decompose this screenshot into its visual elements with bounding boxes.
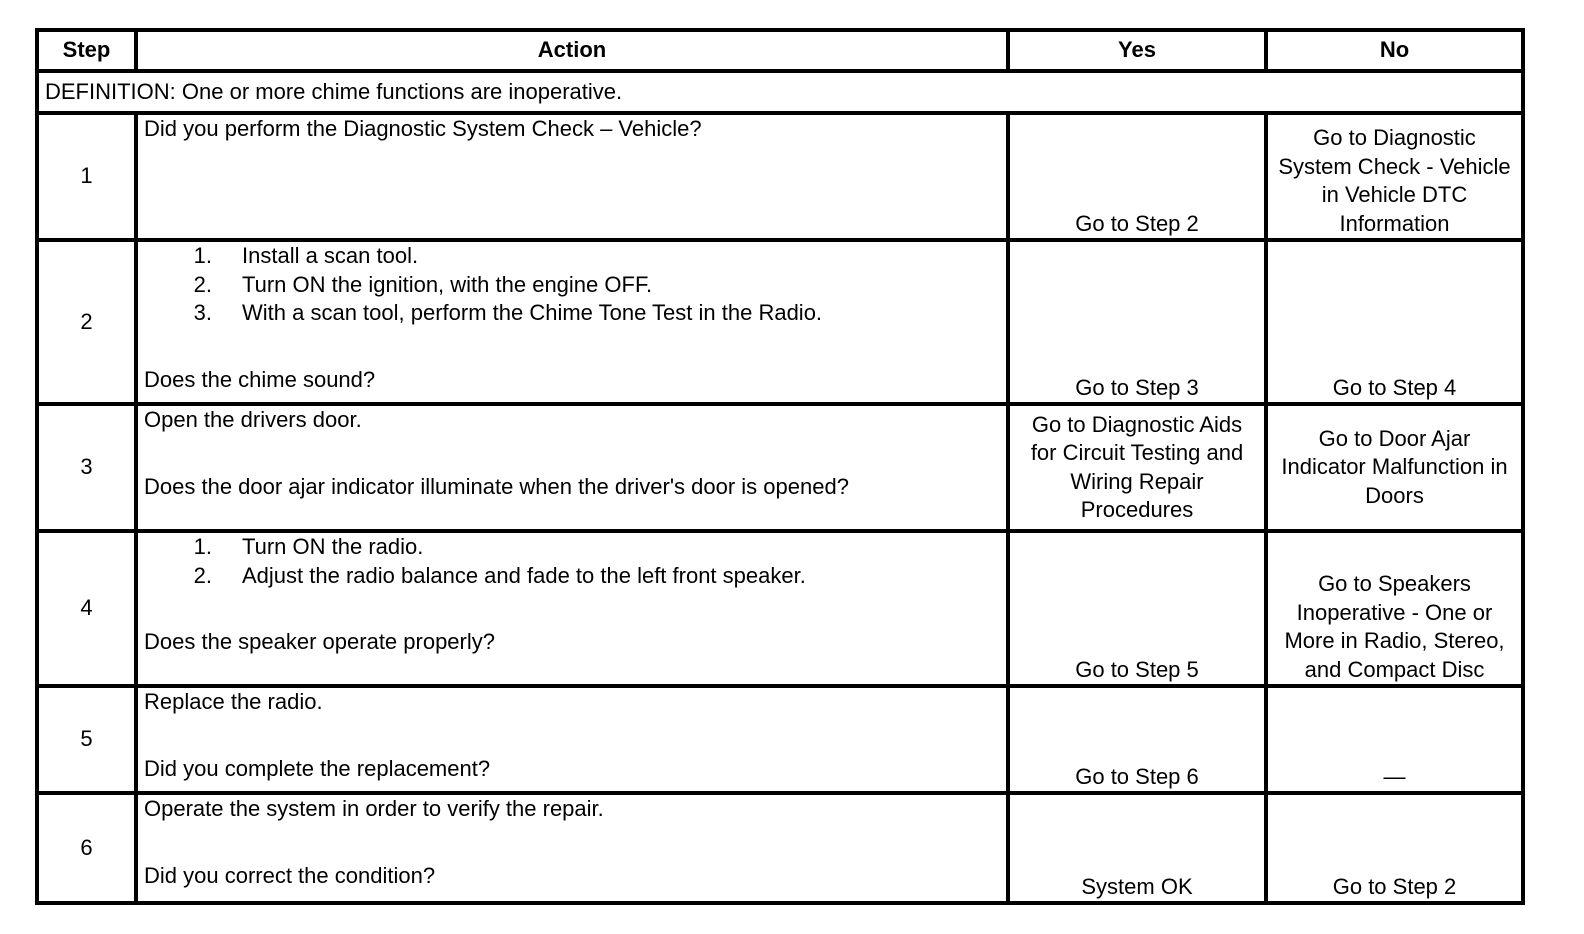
yes-cell: Go to Step 6 xyxy=(1008,686,1266,793)
action-cell xyxy=(136,404,1008,531)
action-cell xyxy=(136,113,1008,240)
header-row xyxy=(37,30,1523,71)
diagnostic-table xyxy=(35,28,1525,905)
table-row xyxy=(37,793,1523,903)
action-cell xyxy=(136,793,1008,903)
instruction-number: 1. xyxy=(193,534,212,559)
header-action: Action xyxy=(136,30,1008,71)
instruction-number: 3. xyxy=(193,300,212,325)
instruction-number: 2. xyxy=(193,271,212,297)
step-number: 5 xyxy=(37,686,136,793)
no-cell: Go to Step 2 xyxy=(1266,793,1523,903)
instruction-text: With a scan tool, perform the Chime Tone Test in the Radio. xyxy=(242,300,823,325)
action-question: Does the chime sound? xyxy=(144,366,376,392)
action-instruction: Replace the radio. xyxy=(144,689,323,714)
action-question: Does the door ajar indicator illuminate when the driver's door is opened? xyxy=(144,473,849,499)
yes-cell: Go to Step 5 xyxy=(1008,531,1266,686)
action-cell xyxy=(136,240,1008,404)
definition-row xyxy=(37,71,1523,113)
instruction-item xyxy=(144,299,1000,328)
no-cell: Go to Speakers Inoperative - One or More in Radio, Stereo, and Compact Disc xyxy=(1266,531,1523,686)
yes-cell: Go to Diagnostic Aids for Circuit Testing and Wiring Repair Procedures xyxy=(1008,404,1266,531)
instruction-list xyxy=(144,533,1000,590)
instruction-text: Install a scan tool. xyxy=(242,243,419,268)
header-no: No xyxy=(1266,30,1523,71)
instruction-item xyxy=(144,562,1000,591)
header-yes: Yes xyxy=(1008,30,1266,71)
no-cell: Go to Step 4 xyxy=(1266,240,1523,404)
no-cell: — xyxy=(1266,686,1523,793)
yes-cell: System OK xyxy=(1008,793,1266,903)
action-question: Does the speaker operate properly? xyxy=(144,629,495,654)
instruction-list xyxy=(144,242,1000,328)
action-instruction: Open the drivers door. xyxy=(144,407,362,432)
instruction-text: Adjust the radio balance and fade to the left front speaker. xyxy=(242,562,806,588)
instruction-item xyxy=(144,242,1000,271)
table-row xyxy=(37,531,1523,686)
table-row xyxy=(37,404,1523,531)
action-question: Did you perform the Diagnostic System Check – Vehicle? xyxy=(144,116,702,141)
definition-text: DEFINITION: One or more chime functions are inoperative. xyxy=(37,71,1523,113)
instruction-item xyxy=(144,271,1000,300)
action-question: Did you correct the condition? xyxy=(144,862,436,888)
action-question: Did you complete the replacement? xyxy=(144,755,491,781)
yes-cell: Go to Step 2 xyxy=(1008,113,1266,240)
header-step: Step xyxy=(37,30,136,71)
instruction-item xyxy=(144,533,1000,562)
no-cell: Go to Door Ajar Indicator Malfunction in Doors xyxy=(1266,404,1523,531)
table-row xyxy=(37,113,1523,240)
instruction-number: 1. xyxy=(193,243,212,268)
instruction-number: 2. xyxy=(193,562,212,588)
action-cell xyxy=(136,531,1008,686)
action-cell xyxy=(136,686,1008,793)
table-row xyxy=(37,240,1523,404)
instruction-text: Turn ON the ignition, with the engine OFF. xyxy=(242,271,653,297)
table-row xyxy=(37,686,1523,793)
action-instruction: Operate the system in order to verify the repair. xyxy=(144,796,604,821)
step-number: 6 xyxy=(37,793,136,903)
no-cell: Go to Diagnostic System Check - Vehicle in Vehicle DTC Information xyxy=(1266,113,1523,240)
instruction-text: Turn ON the radio. xyxy=(242,534,424,559)
step-number: 3 xyxy=(37,404,136,531)
yes-cell: Go to Step 3 xyxy=(1008,240,1266,404)
step-number: 4 xyxy=(37,531,136,686)
step-number: 2 xyxy=(37,240,136,404)
step-number: 1 xyxy=(37,113,136,240)
